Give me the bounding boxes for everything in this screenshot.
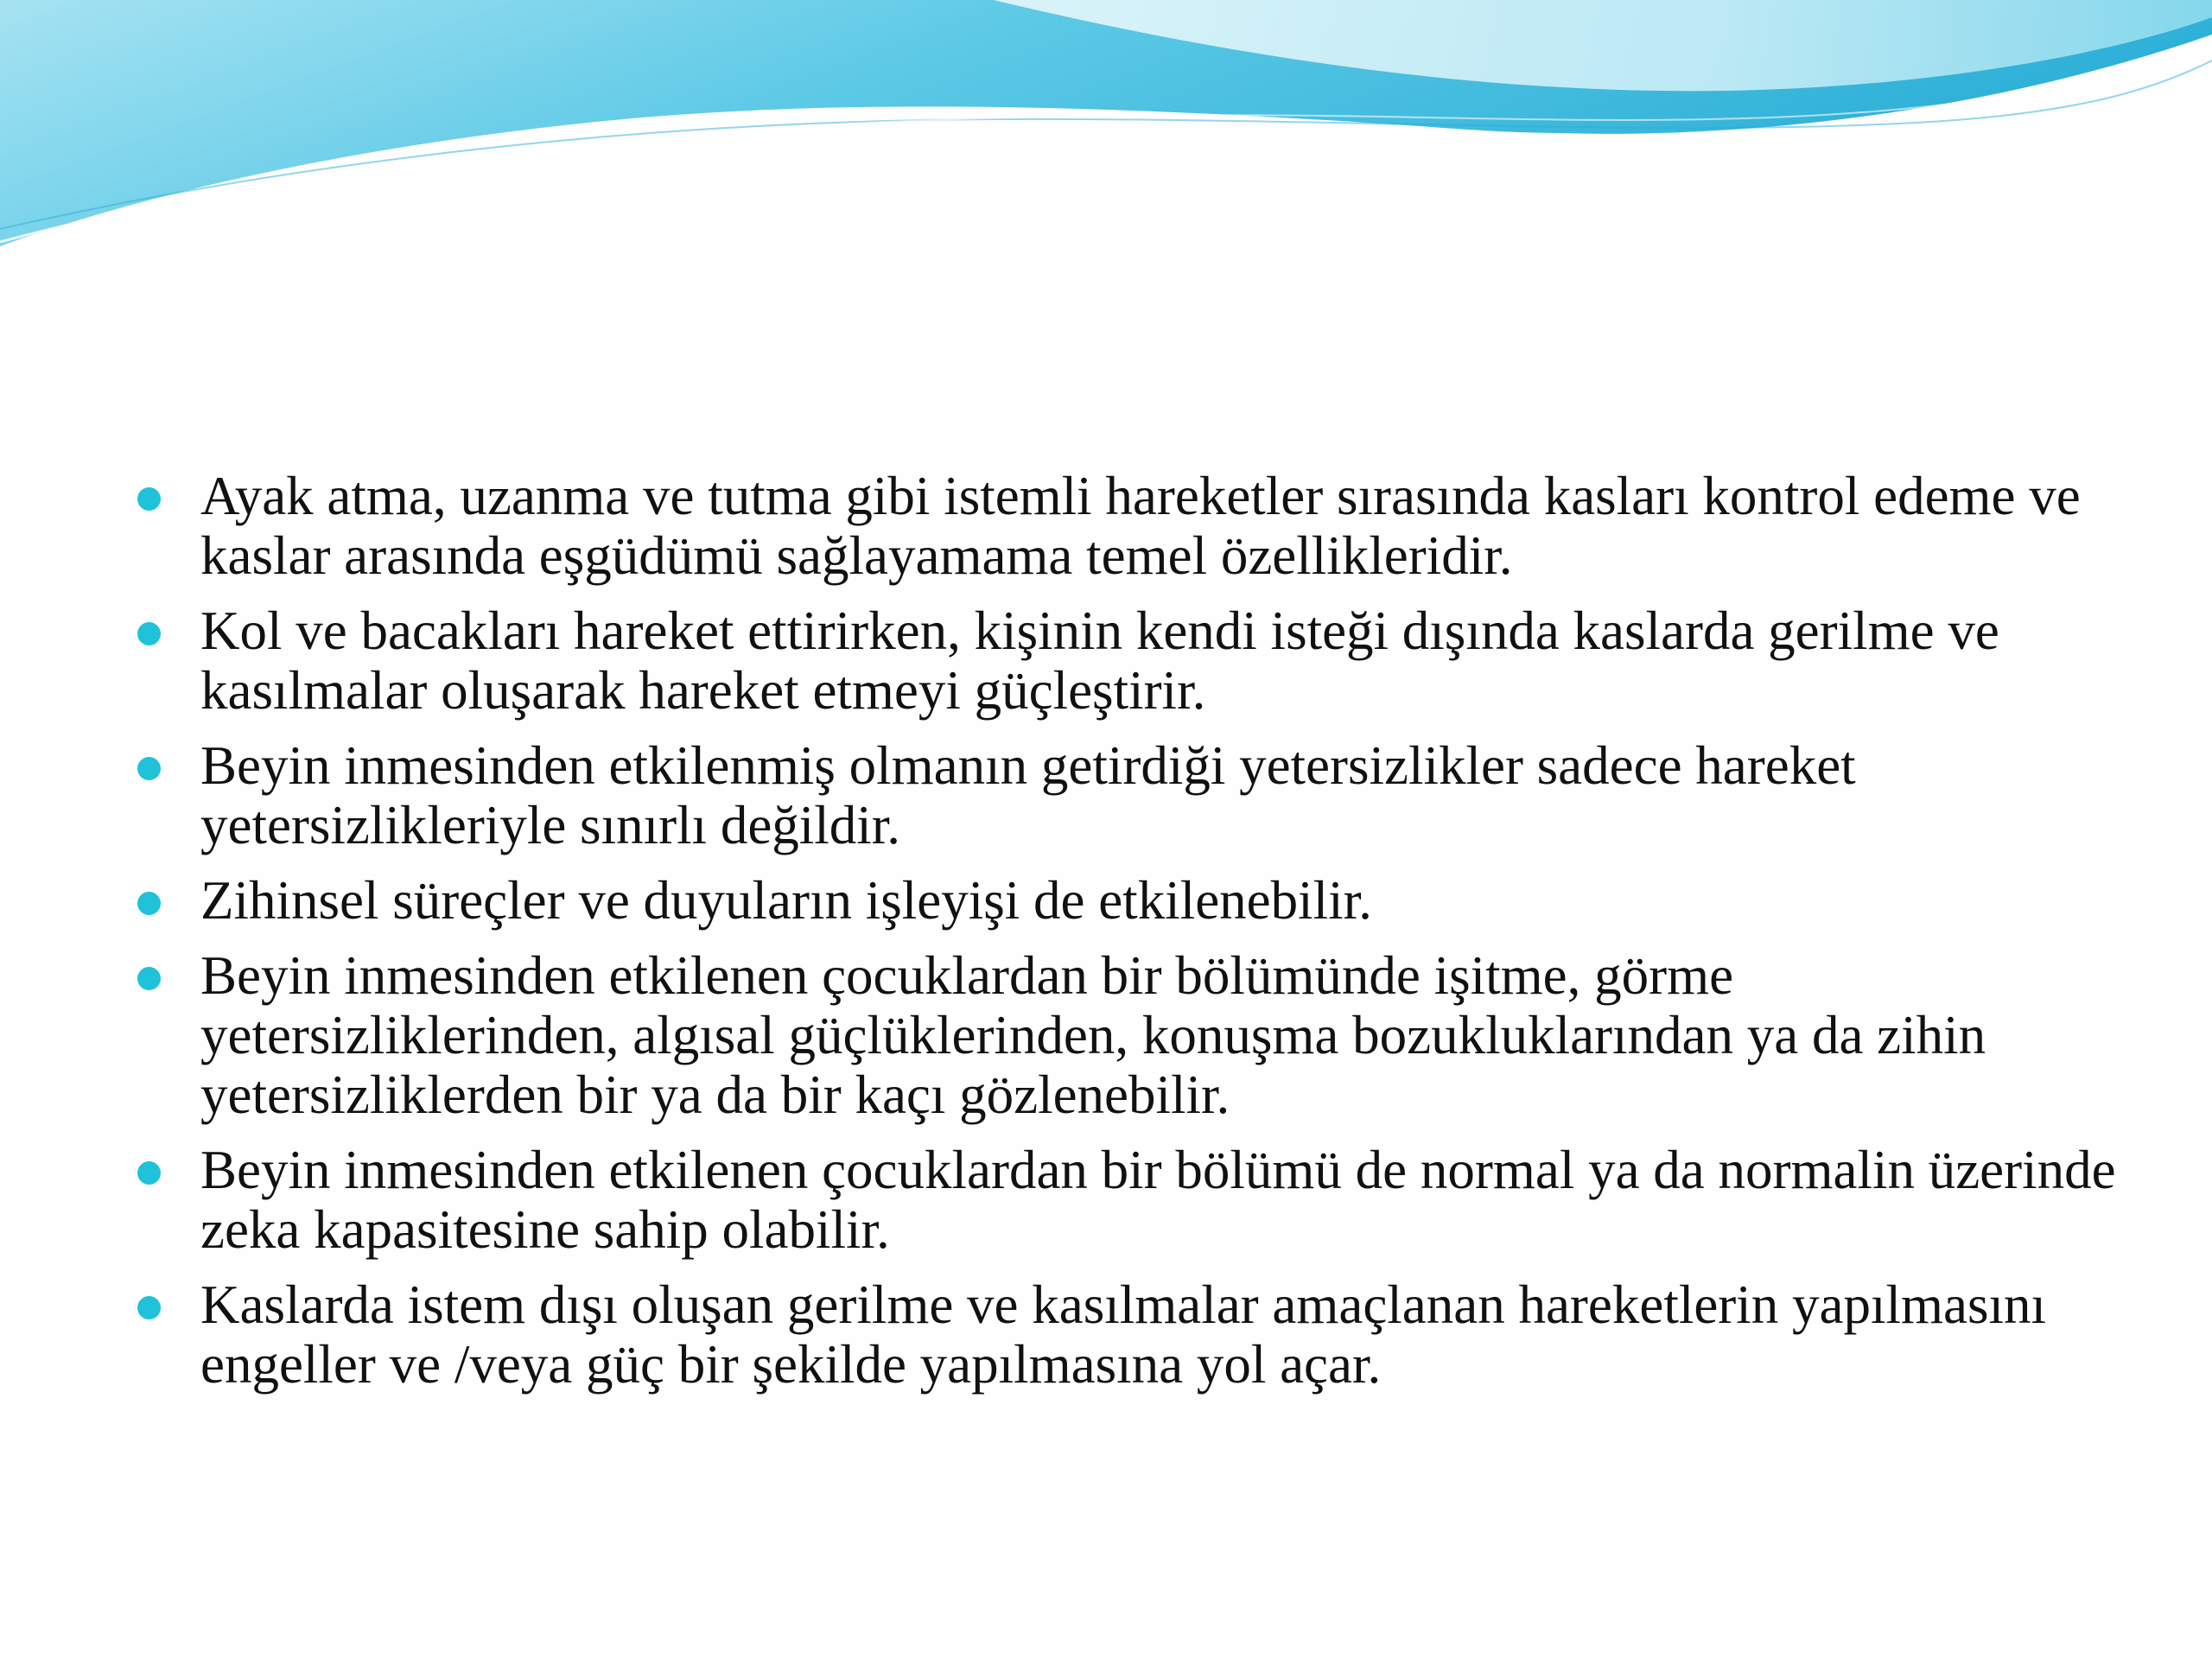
- bullet-dot-icon: [137, 757, 161, 780]
- bullet-text: Beyin inmesinden etkilenen çocuklardan bir bölümünde işitme, görme yetersizliklerinden, algısal güçlüklerinden, konuşma bozukluklarından ya da zihin yetersizliklerden bir ya da bir kaçı gözlenebilir.: [200, 945, 1986, 1125]
- bullet-text: Kol ve bacakları hareket ettirirken, kişinin kendi isteği dışında kaslarda gerilme ve kasılmalar oluşarak hareket etmeyi güçleştirir.: [200, 601, 1999, 721]
- bullet-item-2: [130, 601, 2117, 721]
- bullet-item-7: [130, 1275, 2117, 1395]
- bullet-dot-icon: [137, 967, 161, 990]
- bullet-dot-icon: [137, 1296, 161, 1319]
- bullet-text: Zihinsel süreçler ve duyuların işleyişi de etkilenebilir.: [200, 870, 1372, 931]
- bullet-text: Kaslarda istem dışı oluşan gerilme ve kasılmalar amaçlanan hareketlerin yapılmasını engeller ve /veya güç bir şekilde yapılmasına yol açar.: [200, 1274, 2047, 1395]
- bullet-text: Beyin inmesinden etkilenen çocuklardan bir bölümü de normal ya da normalin üzerinde zeka kapasitesine sahip olabilir.: [200, 1140, 2116, 1260]
- bullet-text: Beyin inmesinden etkilenmiş olmanın getirdiği yetersizlikler sadece hareket yetersizlikleriyle sınırlı değildir.: [200, 735, 1856, 855]
- bullet-text: Ayak atma, uzanma ve tutma gibi istemli hareketler sırasında kasları kontrol edeme ve kaslar arasında eşgüdümü sağlayamama temel özellikleridir.: [200, 466, 2081, 586]
- bullet-item-1: [130, 467, 2117, 586]
- bullet-item-5: [130, 946, 2117, 1125]
- bullet-dot-icon: [137, 487, 161, 511]
- bullet-item-4: [130, 871, 2117, 931]
- bullet-item-3: [130, 736, 2117, 855]
- bullet-item-6: [130, 1141, 2117, 1260]
- content-area: [130, 467, 2117, 1410]
- bullet-dot-icon: [137, 622, 161, 645]
- bullet-list: [130, 467, 2117, 1395]
- bullet-dot-icon: [137, 1161, 161, 1185]
- bullet-dot-icon: [137, 892, 161, 915]
- wave-header-decoration: [0, 0, 2212, 259]
